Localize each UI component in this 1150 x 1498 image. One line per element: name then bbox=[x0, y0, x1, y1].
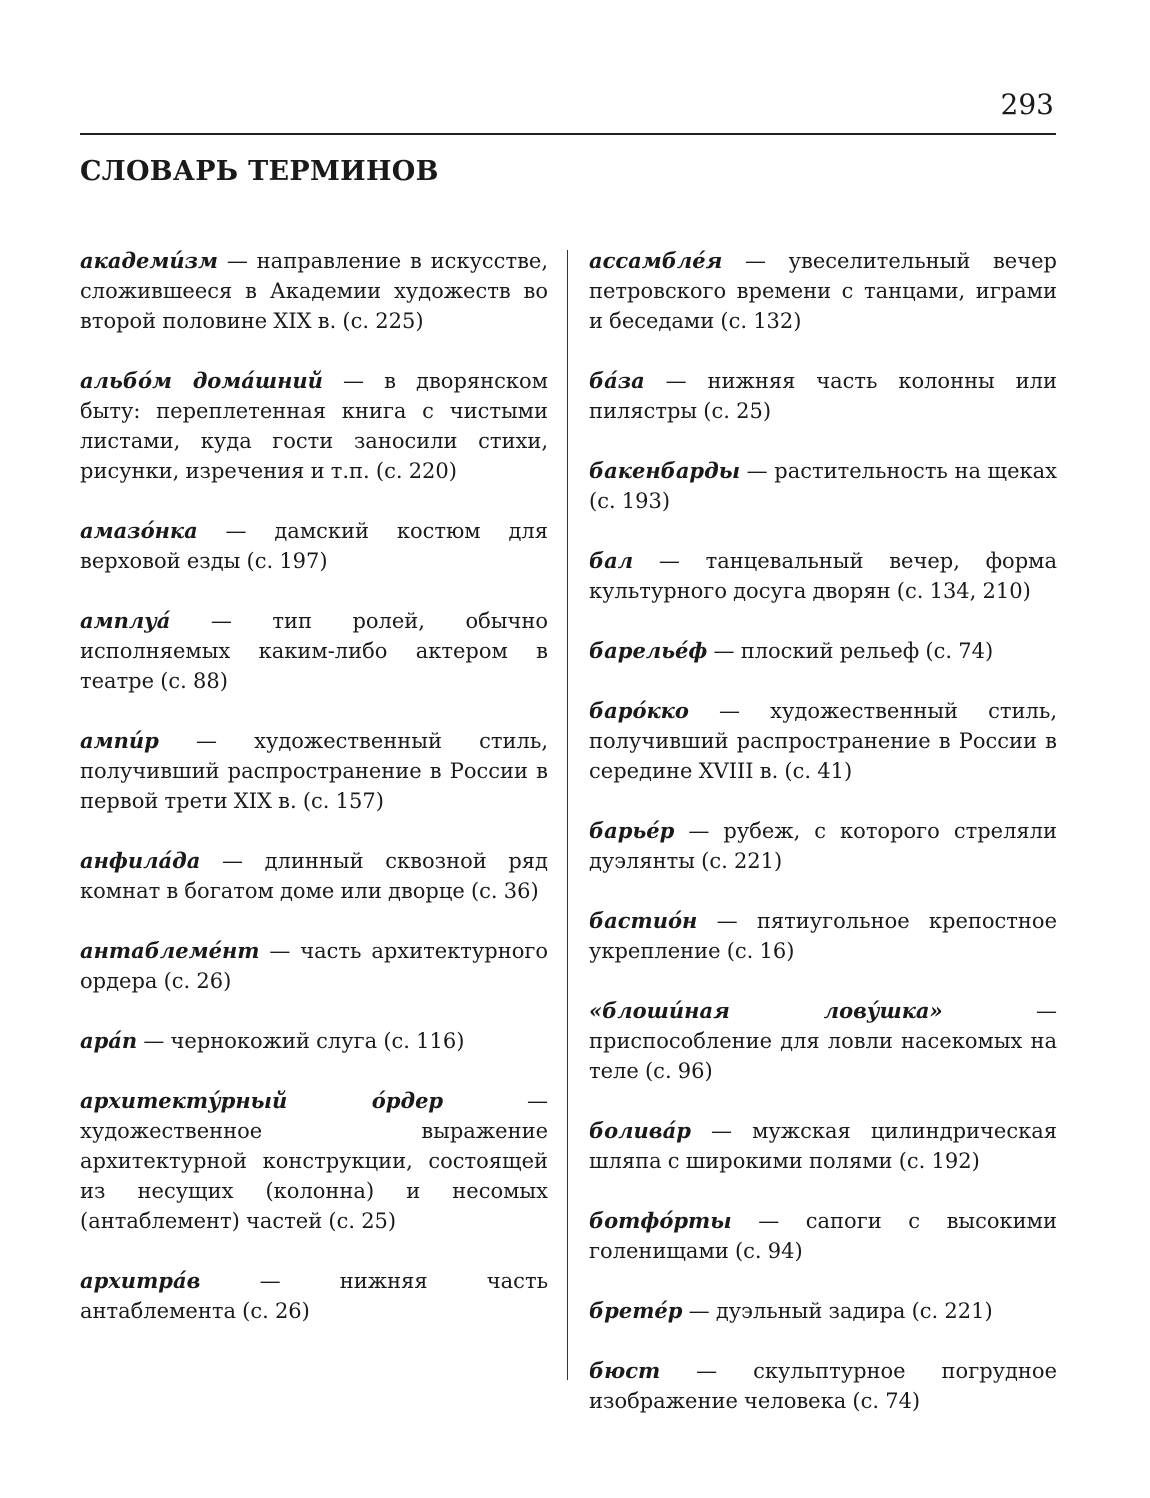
glossary-definition: — тип ролей, обычно исполняемых каким-либо актером в театре (с. 88) bbox=[80, 609, 548, 693]
glossary-entry bbox=[80, 516, 548, 576]
glossary-term: барье́р bbox=[589, 818, 675, 843]
glossary-term: ампи́р bbox=[80, 728, 159, 753]
glossary-definition: — приспособление для ловли насекомых на теле (с. 96) bbox=[589, 999, 1057, 1083]
glossary-entry bbox=[589, 366, 1057, 426]
glossary-term: амплуа́ bbox=[80, 608, 171, 633]
column-divider bbox=[567, 250, 568, 1380]
glossary-definition: — направление в искусстве, сложившееся в Академии художеств во второй половине XIX в. (с. 225) bbox=[80, 249, 548, 333]
glossary-entry bbox=[589, 546, 1057, 606]
glossary-entry bbox=[80, 846, 548, 906]
page-number: 293 bbox=[1000, 88, 1054, 121]
glossary-definition: — нижняя часть антаблемента (с. 26) bbox=[80, 1269, 548, 1323]
glossary-term: анфила́да bbox=[80, 848, 201, 873]
glossary-entry bbox=[80, 1086, 548, 1236]
glossary-entry bbox=[589, 246, 1057, 336]
glossary-definition: — плоский рельеф (с. 74) bbox=[707, 639, 994, 663]
glossary-term: бакенбарды bbox=[589, 458, 741, 483]
glossary-definition: — художественный стиль, получивший распространение в России в первой трети XIX в. (с. 157) bbox=[80, 729, 548, 813]
glossary-definition: — длинный сквозной ряд комнат в богатом доме или дворце (с. 36) bbox=[80, 849, 548, 903]
glossary-entry bbox=[80, 366, 548, 486]
glossary-definition: — дуэльный задира (с. 221) bbox=[682, 1299, 993, 1323]
glossary-term: альбо́м дома́шний bbox=[80, 368, 323, 393]
page-title: СЛОВАРЬ ТЕРМИНОВ bbox=[80, 156, 439, 187]
glossary-entry bbox=[589, 456, 1057, 516]
glossary-term: бастио́н bbox=[589, 908, 698, 933]
glossary-definition: — художественный стиль, получивший распространение в России в середине XVIII в. (с. 41) bbox=[589, 699, 1057, 783]
glossary-term: бюст bbox=[589, 1358, 661, 1383]
glossary-entry bbox=[589, 696, 1057, 786]
glossary-definition: — часть архитектурного ордера (с. 26) bbox=[80, 939, 548, 993]
glossary-definition: — сапоги с высокими голенищами (с. 94) bbox=[589, 1209, 1057, 1263]
glossary-term: брете́р bbox=[589, 1298, 683, 1323]
glossary-term: ассамбле́я bbox=[589, 248, 723, 273]
glossary-definition: — рубеж, с которого стреляли дуэлянты (с. 221) bbox=[589, 819, 1057, 873]
glossary-entry bbox=[80, 726, 548, 816]
glossary-term: барелье́ф bbox=[589, 638, 708, 663]
glossary-entry bbox=[589, 1116, 1057, 1176]
glossary-term: архитра́в bbox=[80, 1268, 201, 1293]
glossary-definition: — танцевальный вечер, форма культурного досуга дворян (с. 134, 210) bbox=[589, 549, 1057, 603]
glossary-definition: — увеселительный вечер петровского времени с танцами, играми и беседами (с. 132) bbox=[589, 249, 1057, 333]
glossary-entry bbox=[80, 606, 548, 696]
glossary-term: ба́за bbox=[589, 368, 645, 393]
glossary-term: архитекту́рный о́рдер bbox=[80, 1088, 444, 1113]
glossary-term: «блоши́ная лову́шка» bbox=[589, 998, 943, 1023]
glossary-column-right bbox=[589, 246, 1057, 1446]
glossary-term: ара́п bbox=[80, 1028, 138, 1053]
glossary-definition: — чернокожий слуга (с. 116) bbox=[137, 1029, 465, 1053]
header-rule bbox=[80, 133, 1056, 135]
glossary-term: ботфо́рты bbox=[589, 1208, 732, 1233]
glossary-definition: — пятиугольное крепостное укрепление (с. 16) bbox=[589, 909, 1057, 963]
glossary-term: бал bbox=[589, 548, 634, 573]
glossary-term: баро́кко bbox=[589, 698, 689, 723]
glossary-entry bbox=[589, 906, 1057, 966]
glossary-definition: — художественное выражение архитектурной конструкции, состоящей из несущих (колонна) и несомых (антаблемент) частей (с. 25) bbox=[80, 1089, 548, 1233]
glossary-entry bbox=[80, 1026, 548, 1056]
glossary-entry bbox=[589, 636, 1057, 666]
glossary-entry bbox=[80, 1266, 548, 1326]
glossary-entry bbox=[80, 246, 548, 336]
glossary-entry bbox=[589, 1296, 1057, 1326]
glossary-term: болива́р bbox=[589, 1118, 691, 1143]
glossary-definition: — в дворянском быту: переплетенная книга с чистыми листами, куда гости заносили стихи, рисунки, изречения и т.п. (с. 220) bbox=[80, 369, 549, 483]
glossary-definition: — скульптурное погрудное изображение человека (с. 74) bbox=[589, 1359, 1057, 1413]
glossary-entry bbox=[80, 936, 548, 996]
glossary-entry bbox=[589, 1356, 1057, 1416]
glossary-column-left bbox=[80, 246, 548, 1356]
glossary-entry bbox=[589, 996, 1057, 1086]
glossary-term: академи́зм bbox=[80, 248, 218, 273]
glossary-term: антаблеме́нт bbox=[80, 938, 260, 963]
glossary-definition: — нижняя часть колонны или пилястры (с. 25) bbox=[589, 369, 1057, 423]
glossary-definition: — растительность на щеках (с. 193) bbox=[589, 459, 1057, 513]
glossary-entry bbox=[589, 816, 1057, 876]
glossary-term: амазо́нка bbox=[80, 518, 198, 543]
glossary-definition: — дамский костюм для верховой езды (с. 197) bbox=[80, 519, 548, 573]
glossary-definition: — мужская цилиндрическая шляпа с широкими полями (с. 192) bbox=[589, 1119, 1057, 1173]
glossary-entry bbox=[589, 1206, 1057, 1266]
